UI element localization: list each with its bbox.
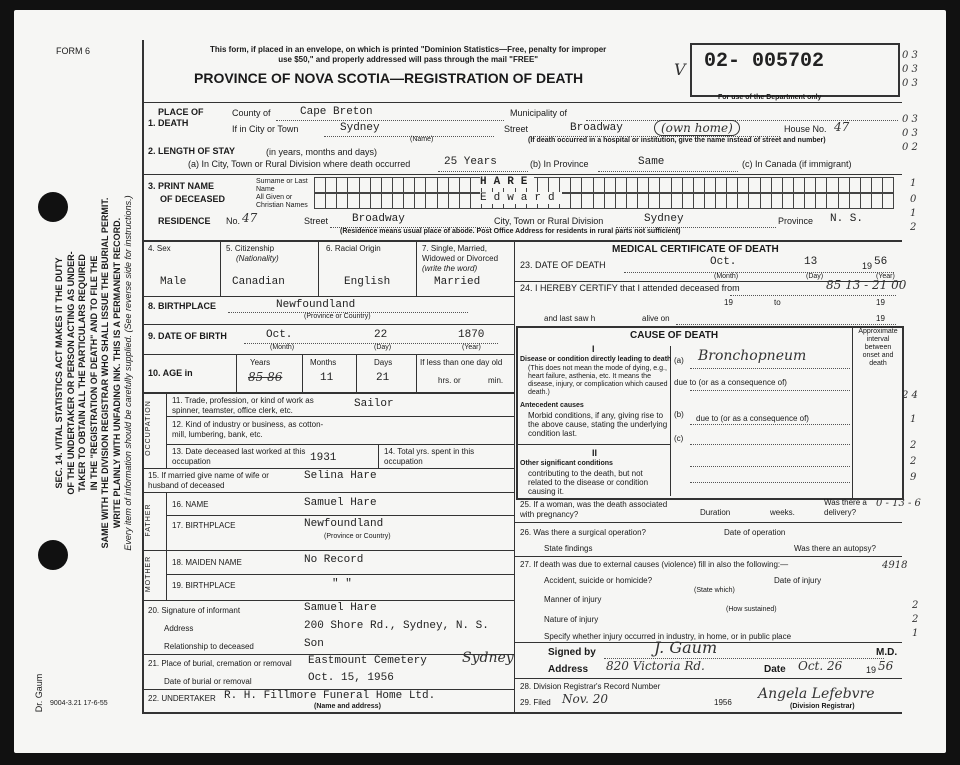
margin-code: 0 3 — [902, 114, 918, 125]
margin-code: 9 — [910, 472, 917, 483]
county-value: Cape Breton — [300, 106, 373, 118]
stay-province-value: Same — [638, 156, 665, 168]
dept-use-label: For use of the Department only — [718, 94, 822, 101]
side-instructions: SEC. 14. VITAL STATISTICS ACT MAKES IT THE DUTY OF THE UNDERTAKER OR PERSON ACTING AS UNDER- TAKER TO OBTAIN ALL THE PARTICULARS REQUIRED IN THE "REGISTRATION OF DEATH" AND TO FILE THE SAME WITH THE DIVISION REGISTRAR WHO SHALL ISSUE THE BURIAL PERMIT. WRITE PLAINLY WITH UNFADING INK. THIS IS A PERMANENT RECORD. Every item of information should be carefully supplied. (See reverse side for instructions.) — [54, 195, 133, 551]
margin-code: 0 3 — [902, 128, 918, 139]
postal-notice: This form, if placed in an envelope, on which is printed "Dominion Statistics—Free, penalty for improper use $50," and properly addressed will pass through the mail "FREE" — [210, 45, 607, 64]
margin-code: 2 — [912, 600, 919, 611]
death-registration-form: FORM 6 SEC. 14. VITAL STATISTICS ACT MAKES IT THE DUTY OF THE UNDERTAKER OR PERSON ACTING AS UNDER- TAKER TO OBTAIN ALL THE PARTICULARS REQUIRED IN THE "REGISTRATION OF DEATH" AND TO FILE THE SAME WITH THE DIVISION REGISTRAR WHO SHALL ISSUE THE BURIAL PERMIT. WRITE PLAINLY WITH UNFADING INK. THIS IS A PERMANENT RECORD. Every item of information should be carefully supplied. (See reverse side for instructions.) Dr. Gaum 9004-3.21 17-6-55 This form, if placed in an envelope, on which is printed "Dominion Statistics—Free, penalty for improper use $50," and properly addressed will pass through the mail "FREE" PROVINCE OF NOVA SCOTIA—REGISTRATION OF DEATH 02- 005702 For use of the Department only V 1. PLACE OF DEATH County of Cape Breton Municipality of If in City or Town Sydney (Name) Street Broadway (own home) House No. 47 (If death occurred in a hospital or institution, give the name instead of street and number) 2. LENGTH OF STAY (in years, months and days) (a) In City, Town or Rural Division where death occurred 25 Years (b) In Province Same (c) In Canada (if immigrant) 3. PRINT NAME OF DECEASED Surname or Last Name All Given or Christian Names HARE Edward RESIDENCE No. 47 Street Broadway City, Town or Rural Division Sydney Province N. S. (Residence means usual place of abode. Post Office Address for residents in rural parts not sufficient) 4. Sex 5. Citizenship (Nationality) 6. Racial Origin 7. Single, Married, Widowed or Divorced (write the word) Male Canadian English Married 8. BIRTHPLACE Newfoundland (Province or Country) 9. DATE OF BIRTH Oct. 22 1870 (Month) (Day) (Year) 10. AGE in Years Months Days 85 86 11 21 If less than one day old hrs. or min. OCCUPATION 11. Trade, profession, or kind of work as spinner, teamster, office clerk, etc. Sailor 12. Kind of industry or business, as cotton-mill, lumbering, bank, etc. 13. Date deceased last worked at this occupation 1931 14. Total yrs. spent in this occupation 15. If married give name of wife or husband of deceased Selina Hare FATHER 16. NAME Samuel Hare 17. BIRTHPLACE Newfoundland (Province or Country) MOTHER 18. MAIDEN NAME No Record 19. BIRTHPLACE " " 20. Signature of informant Samuel Hare Address 200 Shore Rd., Sydney, N. S. Relationship to deceased Son 21. Place of burial, cremation or removal Eastmount Cemetery Sydney Date of burial or removal Oct. 15, 1956 22. UNDERTAKER R. H. Fillmore Funeral Home Ltd. (Name and address) MEDICAL CERTIFICATE OF DEATH 23. DATE OF DEATH Oct. 13 19 56 (Month) (Day) (Year) 24. I HEREBY CERTIFY that I attended deceased from 85 13 - 21 00 19 to 19 and last saw h alive on 19 CAUSE OF DEATH Approximate interval between onset and death I Disease or condition directly leading to death (This does not mean the mode of dying, e.g., heart failure, asthenia, etc. It means the disease, injury, or complication which caused death.) (a) Bronchopneum due to (or as a consequence of) Antecedent causes Morbid conditions, if any, giving rise to the above cause, stating the underlying condition last. (b) due to (or as a consequence of) (c) II Other significant conditions contributing to the death, but not related to the disease or condition causing it. 25. If a woman, was the death associated with pregnancy? Duration weeks. Was there a delivery? 26. Was there a surgical operation? Date of operation State findings Was there an autopsy? 27. If death was due to external causes (violence) fill in also the following:— Accident, suicide or homicide? Date of injury (State which) Manner of injury (How sustained) Nature of injury Specify whether injury occurred in industry, in home, or in public place Signed by J. Gaum M.D. Address 820 Victoria Rd. Date Oct. 26 19 56 28. Division Registrar's Record Number 29. Filed Nov. 20 1956 Angela Lefebvre (Division Registrar) 0 3 0 3 0 3 0 3 0 3 0 2 1 0 1 2 2 4 1 2 2 9 0 - 13 - 6 4918 2 2 1 — [14, 10, 946, 753]
margin-code: 2 — [910, 456, 917, 467]
surname-cells — [314, 177, 894, 193]
doctor-note: Dr. Gaum — [34, 673, 44, 713]
street-note: (own home) — [654, 120, 740, 136]
filed-date: Nov. 20 — [562, 692, 608, 706]
margin-code: 4918 — [882, 560, 908, 571]
house-no: 47 — [834, 120, 850, 134]
registrar-signature: Angela Lefebvre — [758, 686, 875, 702]
margin-code: 2 — [910, 222, 917, 233]
stay-city-value: 25 Years — [444, 156, 497, 168]
margin-code: 0 3 — [902, 78, 918, 89]
residence-no: 47 — [242, 211, 258, 225]
margin-code: 0 3 — [902, 50, 918, 61]
check-mark: V — [674, 60, 686, 79]
given-name-value: Edward — [480, 192, 562, 204]
registration-number: 02- 005702 — [704, 50, 825, 73]
age-years: 85 86 — [248, 370, 283, 384]
margin-code: 1 — [910, 414, 917, 425]
margin-code: 2 — [912, 614, 919, 625]
certificate-date: Oct. 26 — [798, 659, 843, 673]
form-label: FORM 6 — [56, 46, 91, 56]
margin-code: 1 — [912, 628, 919, 639]
burial-place-handwritten: Sydney — [462, 650, 514, 666]
certify-handwritten: 85 13 - 21 00 — [826, 278, 907, 292]
print-code: 9004-3.21 17-6-55 — [50, 700, 108, 707]
margin-code: 2 — [910, 440, 917, 451]
margin-code: 0 3 — [902, 64, 918, 75]
cause-a-handwritten: Bronchopneum — [698, 348, 807, 364]
margin-code: 0 2 — [902, 142, 918, 153]
street-value: Broadway — [570, 122, 623, 134]
surname-value: HARE — [480, 176, 535, 188]
physician-address: 820 Victoria Rd. — [606, 659, 705, 673]
margin-code: 0 - 13 - 6 — [876, 498, 921, 509]
margin-code: 0 — [910, 194, 917, 205]
city-value: Sydney — [340, 122, 380, 134]
margin-code: 2 4 — [902, 390, 918, 401]
physician-signature: J. Gaum — [654, 638, 718, 657]
margin-code: 1 — [910, 178, 917, 189]
given-name-cells — [314, 193, 894, 209]
margin-code: 1 — [910, 208, 917, 219]
form-title: PROVINCE OF NOVA SCOTIA—REGISTRATION OF DEATH — [194, 70, 584, 86]
place-of-death-label: 1. PLACE OF DEATH — [148, 107, 204, 128]
